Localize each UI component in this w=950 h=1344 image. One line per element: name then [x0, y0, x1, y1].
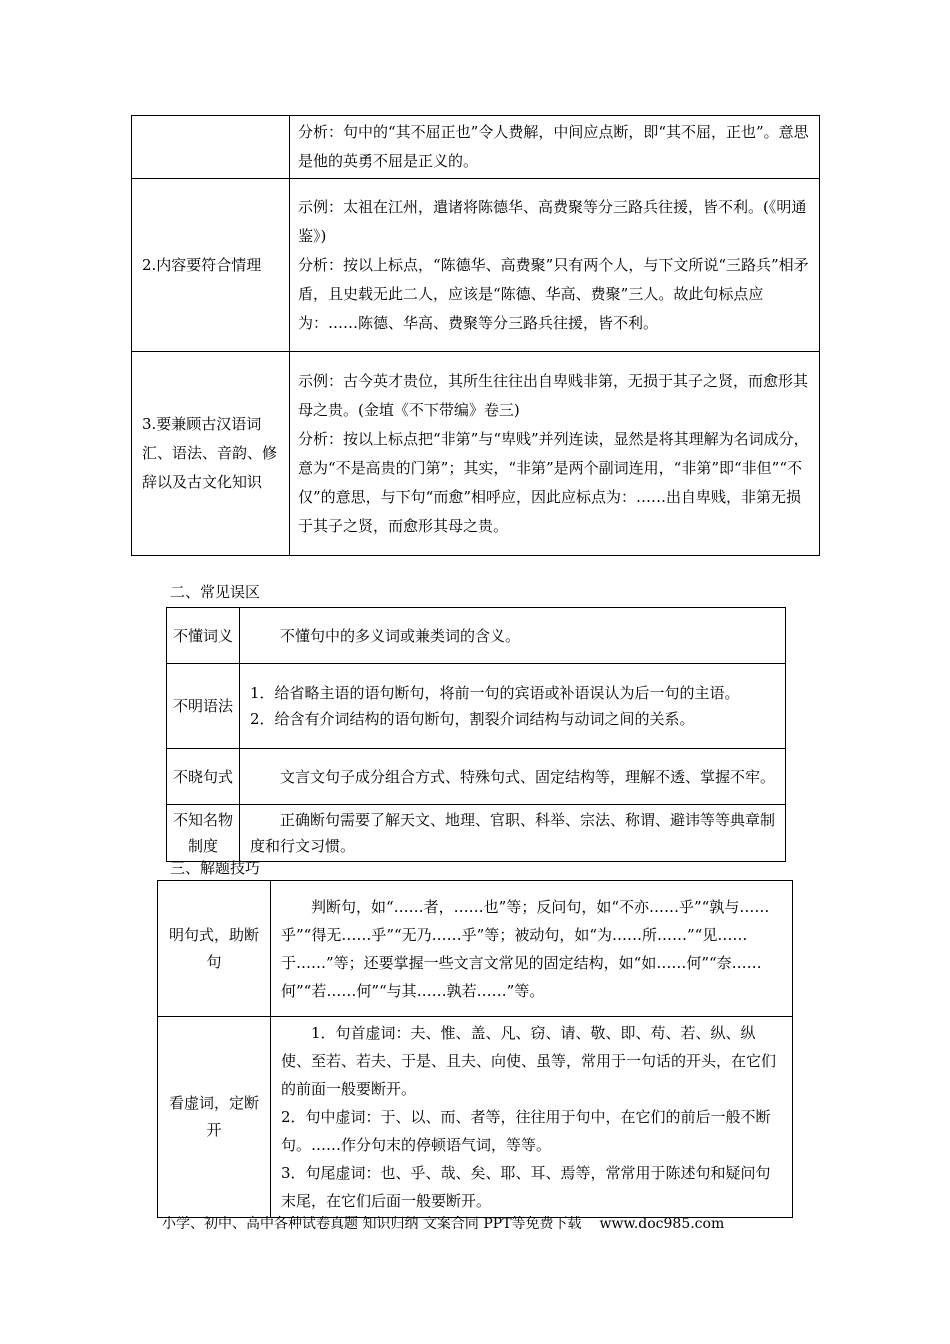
footer-text: 小学、初中、高中各种试卷真题 知识归纳 文案合同 PPT等免费下载: [162, 1216, 582, 1232]
mistake-text: 1．给省略主语的语句断句，将前一句的宾语或补语误认为后一句的主语。: [250, 684, 740, 702]
table-row: [132, 179, 820, 352]
mistake-label: 不懂词义: [167, 608, 240, 664]
mistake-text: 正确断句需要了解天文、地理、官职、科举、宗法、称谓、避讳等等典章制度和行文习惯。: [250, 811, 776, 855]
table-row: [132, 352, 820, 556]
rule-label: 3.要兼顾古汉语词汇、语法、音韵、修辞以及古文化知识: [132, 352, 290, 556]
rule-content: [290, 179, 820, 352]
mistake-text: 2．给含有介词结构的语句断句，割裂介词结构与动词之间的关系。: [250, 710, 695, 728]
mistake-text: 不懂句中的多义词或兼类词的含义。: [280, 626, 521, 645]
rule-content: [290, 116, 820, 179]
technique-text: 2．句中虚词：于、以、而、者等，往往用于句中，在它们的前后一般不断句。……作分句末的停顿语气词，等等。: [281, 1108, 771, 1154]
table-row: [167, 664, 786, 749]
technique-label: 明句式，助断句: [158, 881, 271, 1017]
table-row: [132, 116, 820, 179]
mistake-text: 文言文句子成分组合方式、特殊句式、固定结构等，理解不透、掌握不牢。: [280, 767, 776, 786]
techniques-table: [157, 880, 793, 1218]
mistake-content: [240, 749, 786, 805]
mistake-content: [240, 608, 786, 664]
table-row: [167, 805, 786, 862]
rules-table: [131, 115, 820, 556]
technique-content: [271, 1017, 793, 1218]
mistake-content: [240, 664, 786, 749]
page-footer: [162, 1214, 802, 1234]
technique-content: [271, 881, 793, 1017]
example-text: 示例：太祖在江州，遣诸将陈德华、高费聚等分三路兵往援，皆不利。(《明通鉴》): [298, 197, 807, 245]
analysis-text: 分析：句中的“其不屈正也”令人费解，中间应点断，即“其不屈，正也”。意思是他的英勇不屈是正义的。: [298, 123, 809, 170]
technique-text: 1．句首虚词：夫、惟、盖、凡、窃、请、敬、即、苟、若、纵、纵使、至若、若夫、于是、且夫、向使、虽等，常用于一句话的开头，在它们的前面一般要断开。: [281, 1024, 777, 1098]
mistake-label: 不明语法: [167, 664, 240, 749]
mistakes-table: [166, 607, 786, 862]
table-row: [158, 1017, 793, 1218]
table-row: [167, 749, 786, 805]
mistake-label: 不知名物制度: [167, 805, 240, 862]
technique-text: 判断句，如“……者，……也”等；反问句，如“不亦……乎”“孰与……乎”“得无……乎”“无乃……乎”等；被动句，如“为……所……”“见……于……”等；还要掌握一些文言文常见的固定结构，如“如……何”“奈……何”“若……何”“与其……孰若……”等。: [281, 897, 770, 1000]
technique-text: 3．句尾虚词：也、乎、哉、矣、耶、耳、焉等，常常用于陈述句和疑问句末尾，在它们后面一般要断开。: [281, 1164, 771, 1210]
table-row: [158, 881, 793, 1017]
footer-url[interactable]: www.doc985.com: [599, 1216, 725, 1232]
analysis-text: 分析：按以上标点，“陈德华、高费聚”只有两个人，与下文所说“三路兵”相矛盾，且史载无此二人，应该是“陈德、华高、费聚”三人。故此句标点应为：……陈德、华高、费聚等分三路兵往援，皆不利。: [298, 255, 809, 332]
analysis-text: 分析：按以上标点把“非第”与“卑贱”并列连读，显然是将其理解为名词成分，意为“不是高贵的门第”；其实，“非第”是两个副词连用，“非第”即“非但”“不仅”的意思，与下句“而愈”相呼应，因此应标点为：……出自卑贱，非第无损于其子之贤，而愈形其母之贵。: [298, 429, 809, 535]
section-title: 三、解题技巧: [170, 859, 261, 877]
mistake-content: [240, 805, 786, 862]
table-row: [167, 608, 786, 664]
technique-label: 看虚词，定断开: [158, 1017, 271, 1218]
rule-content: [290, 352, 820, 556]
rule-label: [132, 116, 290, 179]
example-text: 示例：古今英才贵位，其所生往往出自卑贱非第，无损于其子之贤，而愈形其母之贵。(金埴《不下带编》卷三): [298, 371, 809, 419]
section-title: 二、常见误区: [170, 583, 261, 601]
rule-label: 2.内容要符合情理: [132, 179, 290, 352]
mistake-label: 不晓句式: [167, 749, 240, 805]
